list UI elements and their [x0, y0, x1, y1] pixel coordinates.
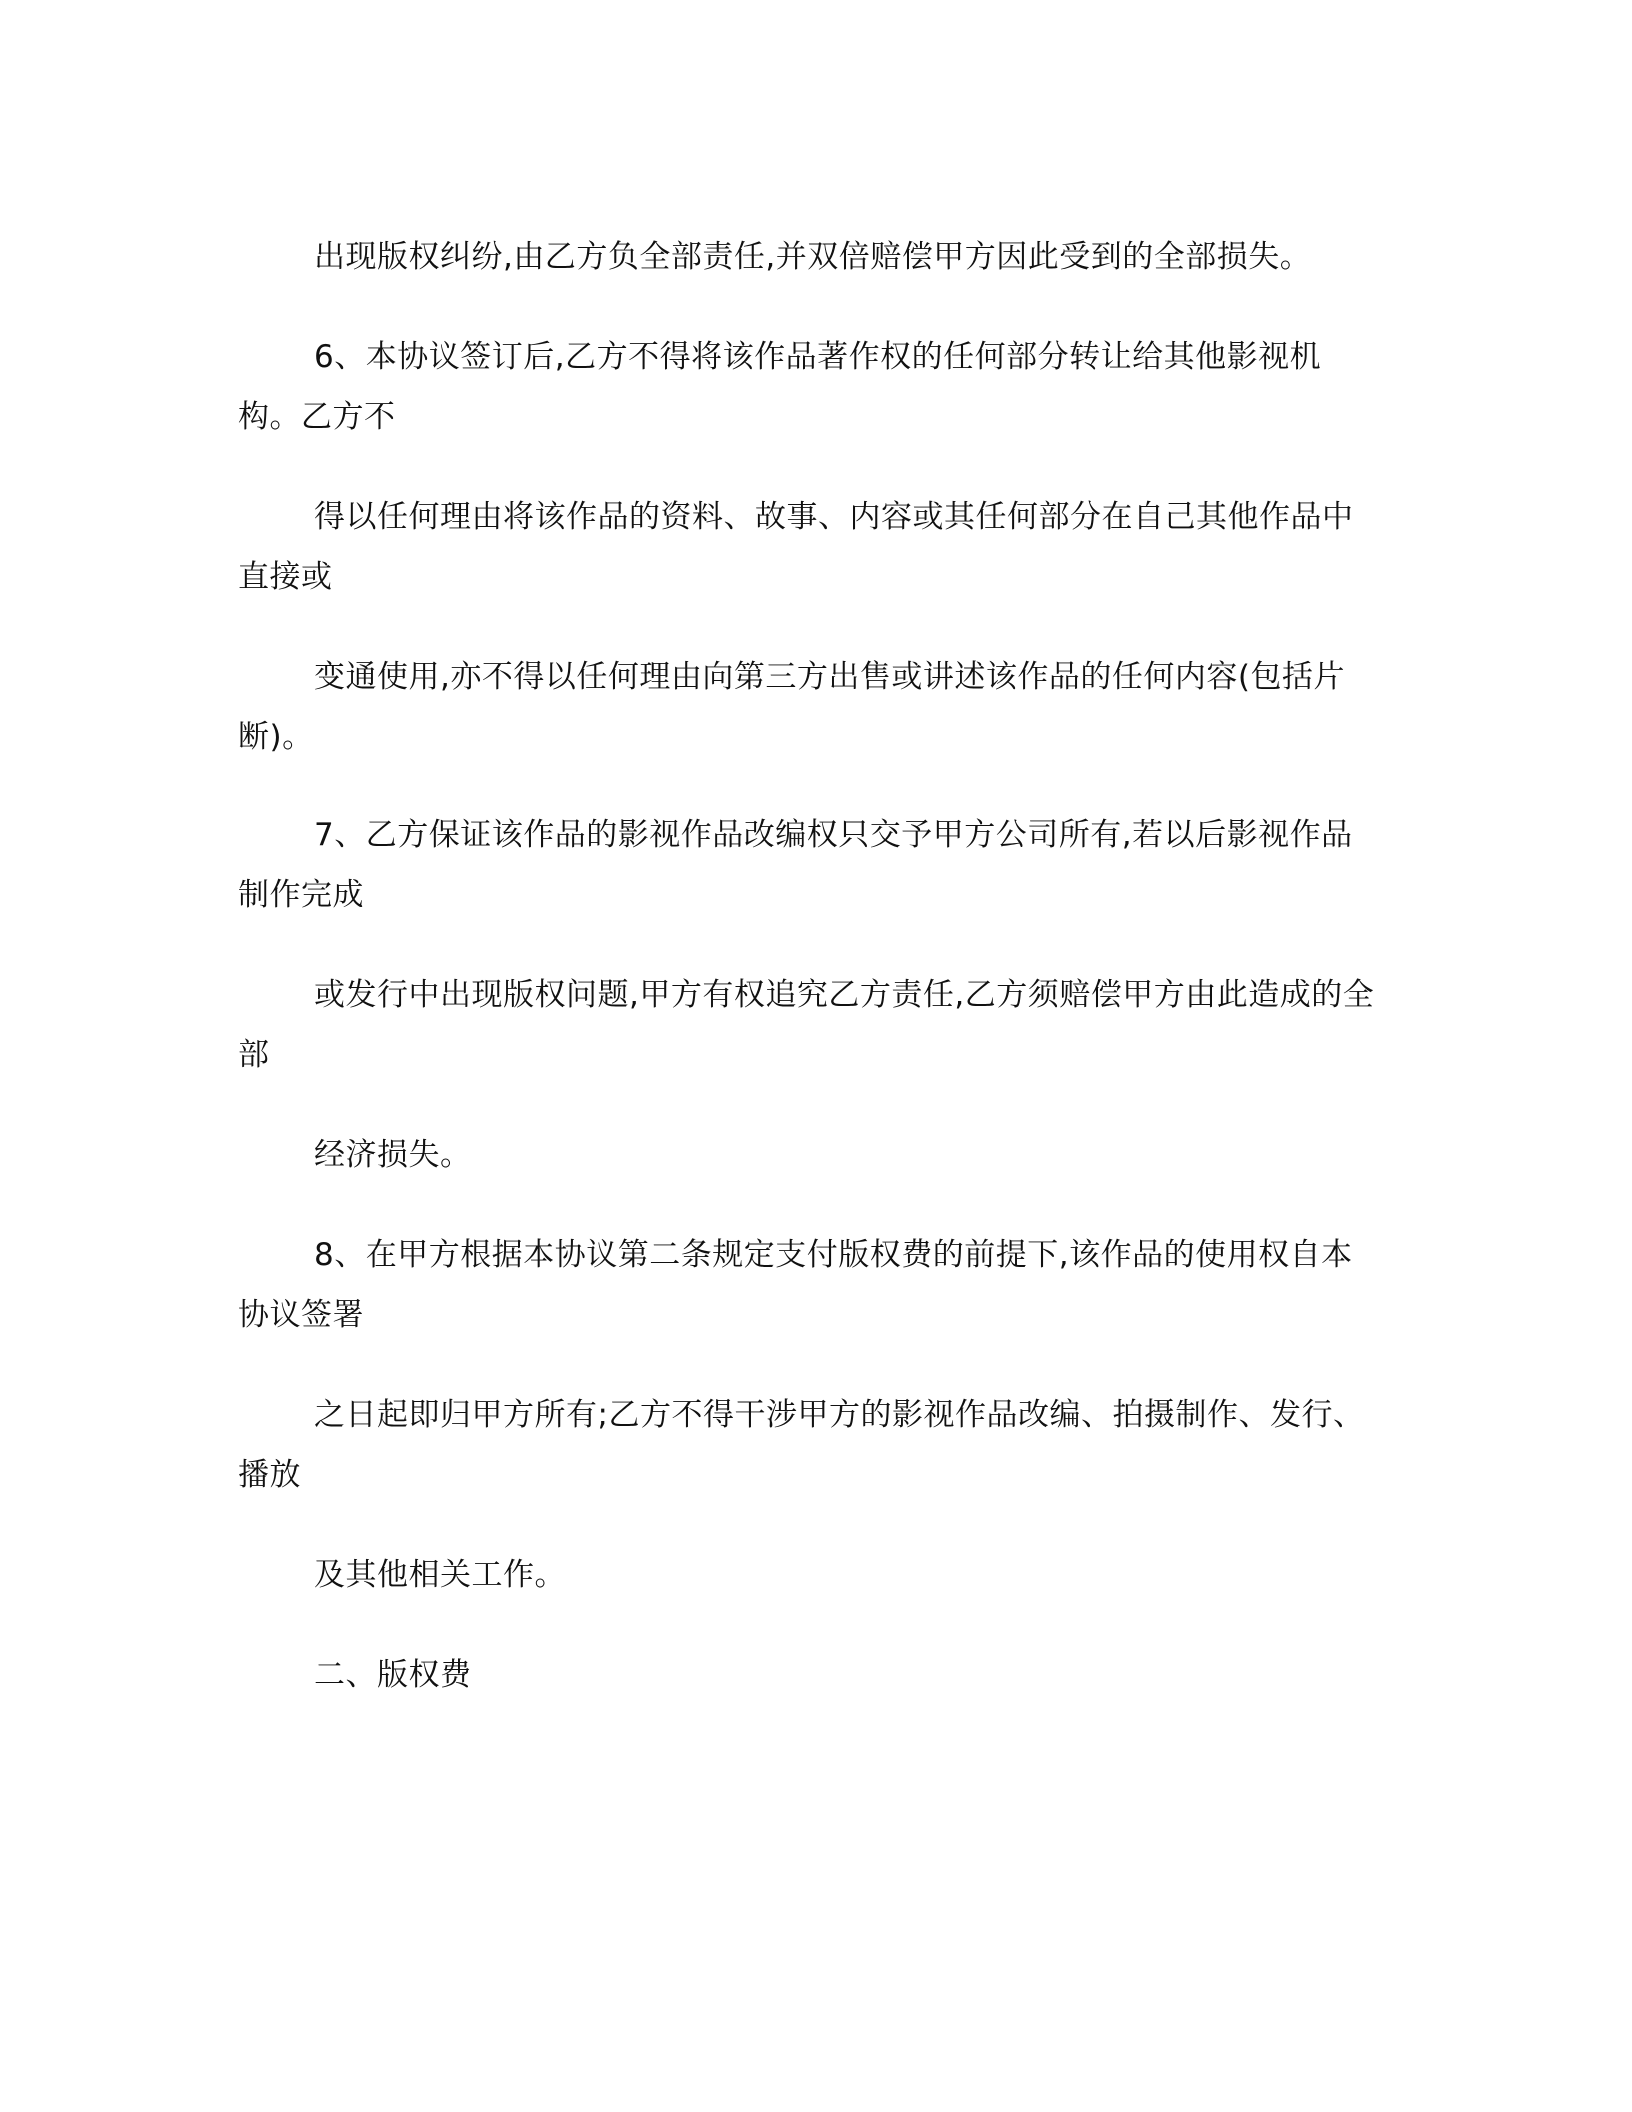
paragraph-5-line-2: 制作完成 — [238, 877, 364, 913]
paragraph-10-line-1: 及其他相关工作。 — [314, 1557, 566, 1593]
paragraph-9-line-1: 之日起即归甲方所有;乙方不得干涉甲方的影视作品改编、拍摄制作、发行、 — [314, 1397, 1365, 1433]
paragraph-4-line-2: 断)。 — [238, 719, 314, 755]
paragraph-8-line-2: 协议签署 — [238, 1297, 364, 1333]
paragraph-5-line-1: 7、乙方保证该作品的影视作品改编权只交予甲方公司所有,若以后影视作品 — [314, 817, 1353, 853]
paragraph-3-line-1: 得以任何理由将该作品的资料、故事、内容或其任何部分在自己其他作品中 — [314, 499, 1354, 535]
paragraph-8-line-1: 8、在甲方根据本协议第二条规定支付版权费的前提下,该作品的使用权自本 — [314, 1237, 1353, 1273]
paragraph-3-line-2: 直接或 — [238, 559, 333, 595]
section-heading-copyright-fee: 二、版权费 — [314, 1657, 472, 1693]
paragraph-7-line-1: 经济损失。 — [314, 1137, 472, 1173]
paragraph-6-line-1: 或发行中出现版权问题,甲方有权追究乙方责任,乙方须赔偿甲方由此造成的全 — [314, 977, 1375, 1013]
paragraph-1-line-1: 出现版权纠纷,由乙方负全部责任,并双倍赔偿甲方因此受到的全部损失。 — [314, 239, 1312, 275]
paragraph-4-line-1: 变通使用,亦不得以任何理由向第三方出售或讲述该作品的任何内容(包括片 — [314, 659, 1345, 695]
paragraph-2-line-1: 6、本协议签订后,乙方不得将该作品著作权的任何部分转让给其他影视机 — [314, 339, 1322, 375]
paragraph-6-line-2: 部 — [238, 1037, 270, 1073]
paragraph-2-line-2: 构。乙方不 — [238, 399, 396, 435]
paragraph-9-line-2: 播放 — [238, 1457, 301, 1493]
